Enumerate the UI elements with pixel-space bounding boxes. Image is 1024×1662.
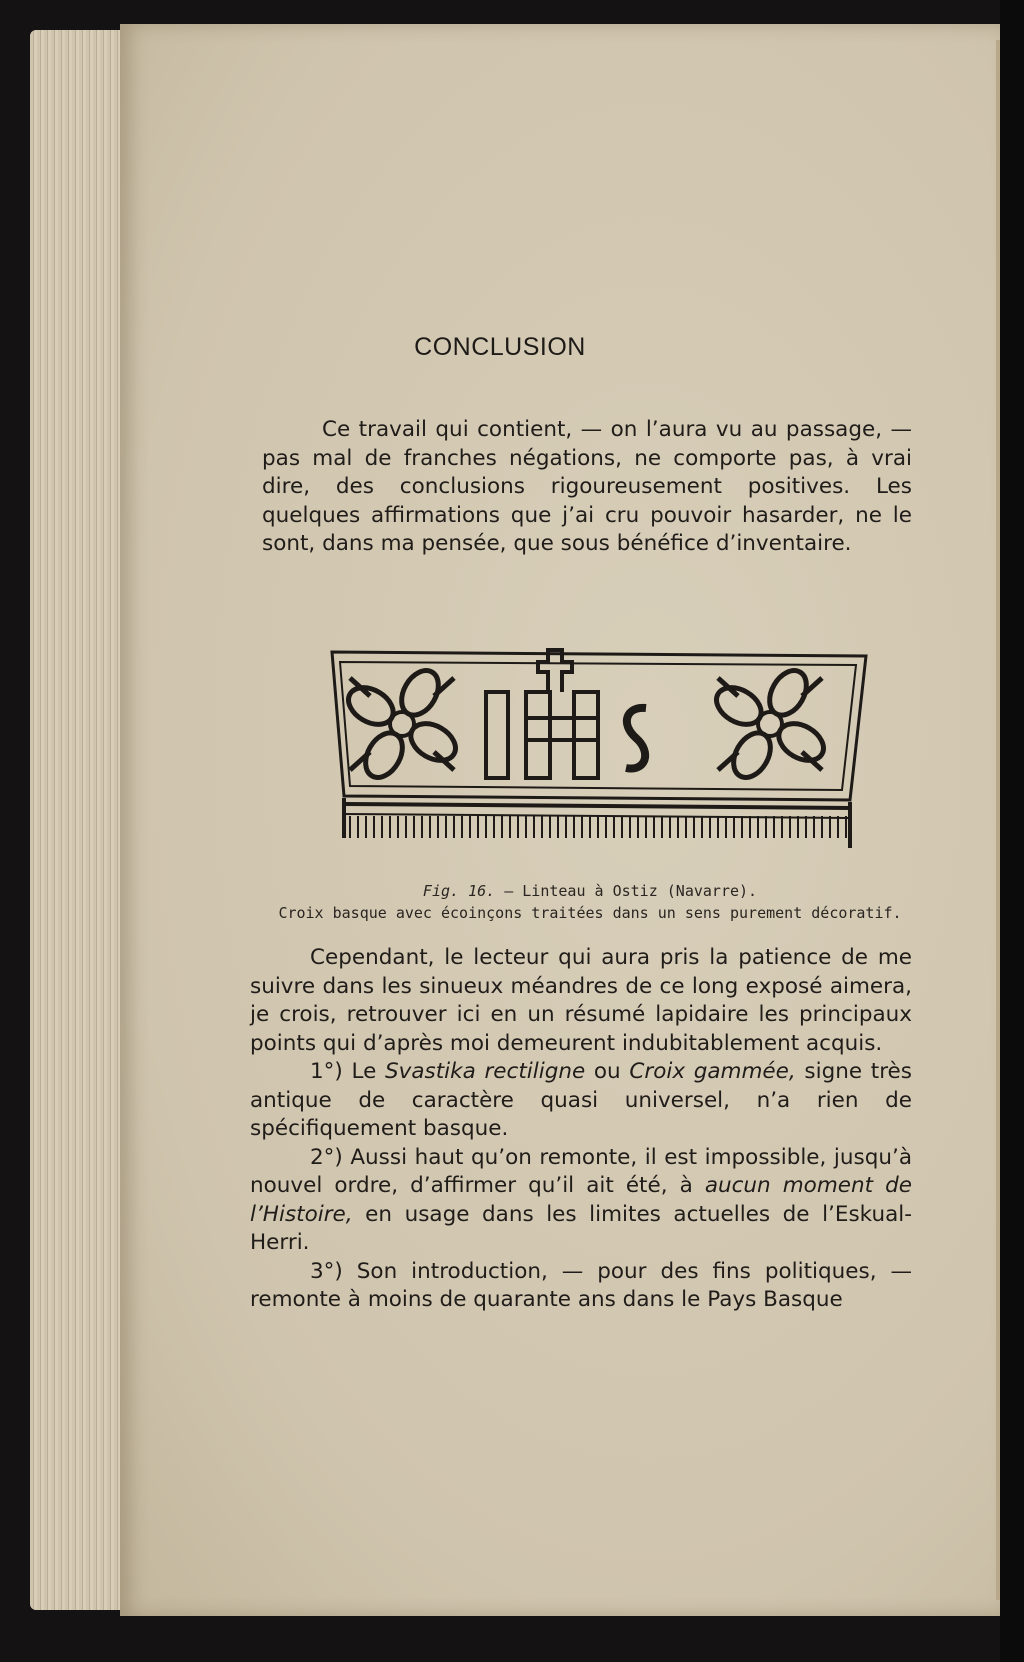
background-strip [1000, 0, 1024, 1662]
right-rosette-icon [710, 664, 830, 784]
list-item-3: 3°) Son introduction, — pour des fins politiques, — remonte à moins de quarante ans dans le Pays Basque [250, 1258, 912, 1312]
item-1-term-2: Croix gammée, [629, 1059, 796, 1084]
item-1-term-1: Svastika rectiligne [385, 1059, 586, 1084]
intro-paragraph [262, 416, 912, 559]
item-2-emphasis: aucun moment de l’Histoire, [250, 1173, 912, 1227]
item-2-lead: 2°) Aussi haut qu’on remonte, il est impossible, jusqu’à nouvel ordre, d’affirmer qu’il ait été, à [250, 1144, 912, 1198]
item-1-rest: signe très antique de caractère quasi universel, n’a rien de spécifiquement basque. [250, 1059, 912, 1141]
intro-text: Ce travail qui contient, — on l’aura vu au passage, — pas mal de franches négations, ne comporte pas, à vrai dire, des conclusions rigoureusement positives. Les quelques affirmations que j’ai cru pouvoir hasarder, ne le sont, dans ma pensée, que sous bénéfice d’inventaire. [262, 417, 912, 556]
page-title: CONCLUSION [414, 333, 586, 361]
body-text [250, 944, 912, 1315]
figure-caption [260, 880, 920, 924]
item-1-mid: ou [585, 1059, 630, 1084]
item-2-rest: en usage dans les limites actuelles de l’Eskual-Herri. [250, 1201, 912, 1255]
list-item-1 [250, 1058, 912, 1144]
caption-line-2: Croix basque avec écoinçons traitées dans un sens purement décoratif. [278, 904, 902, 922]
lintel-illustration [330, 648, 868, 860]
item-1-lead: 1°) Le [310, 1059, 385, 1084]
book-page-edges [30, 30, 126, 1610]
body-paragraph-1: Cependant, le lecteur qui aura pris la patience de me suivre dans les sinueux méandres de ce long exposé aimera, je crois, retrouver ici en un résumé lapidaire les principaux points qui d’après moi demeurent indubitablement acquis. [250, 945, 912, 1056]
caption-line-1: — Linteau à Ostiz (Navarre). [504, 882, 758, 900]
left-rosette-icon [342, 664, 462, 784]
list-item-2 [250, 1144, 912, 1258]
dentil-band [344, 798, 850, 848]
figure-label: Fig. 16. [422, 882, 496, 900]
ihs-monogram [486, 650, 646, 778]
